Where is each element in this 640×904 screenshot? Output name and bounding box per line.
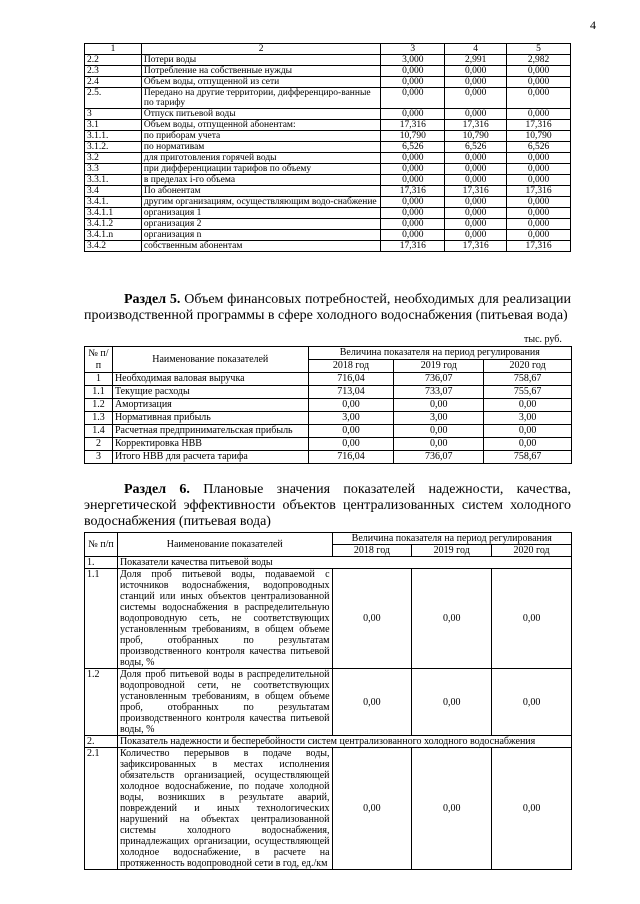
cell-value: 3,00 bbox=[484, 412, 572, 425]
cell-value: 2,982 bbox=[507, 55, 571, 66]
cell-value: 0,000 bbox=[507, 219, 571, 230]
cell-value: 0,00 bbox=[394, 438, 484, 451]
page-number: 4 bbox=[590, 18, 596, 32]
row-num: 1.3 bbox=[85, 412, 113, 425]
row-num: 3.2 bbox=[85, 153, 142, 164]
cell-value: 0,000 bbox=[445, 164, 507, 175]
row-name: собственным абонентам bbox=[141, 241, 380, 252]
table-row bbox=[85, 669, 572, 736]
row-name: Передано на другие территории, дифференциро-ванные по тарифу bbox=[141, 88, 380, 109]
cell-value: 0,000 bbox=[381, 230, 445, 241]
cell-value: 17,316 bbox=[445, 186, 507, 197]
cell-value: 0,000 bbox=[445, 88, 507, 109]
row-name: Объем воды, отпущенной абонентам: bbox=[141, 120, 380, 131]
cell-value: 0,000 bbox=[507, 197, 571, 208]
cell-value: 6,526 bbox=[381, 142, 445, 153]
cell-value: 0,000 bbox=[507, 77, 571, 88]
cell-value: 0,000 bbox=[381, 164, 445, 175]
row-num: 3.4 bbox=[85, 186, 142, 197]
row-name: Объем воды, отпущенной из сети bbox=[141, 77, 380, 88]
cell-value: 0,000 bbox=[445, 77, 507, 88]
cell-value: 0,000 bbox=[381, 109, 445, 120]
table-row bbox=[85, 386, 572, 399]
cell-value: 716,04 bbox=[308, 373, 394, 386]
group-row bbox=[85, 736, 572, 748]
row-name: Потребление на собственные нужды bbox=[141, 66, 380, 77]
row-num: 2.2 bbox=[85, 55, 142, 66]
table-row bbox=[85, 451, 572, 464]
row-name: для приготовления горячей воды bbox=[141, 153, 380, 164]
table-row bbox=[85, 208, 571, 219]
cell-value: 0,00 bbox=[332, 748, 412, 870]
cell-value: 0,00 bbox=[308, 425, 394, 438]
row-num: 3.1 bbox=[85, 120, 142, 131]
row-name: Потери воды bbox=[141, 55, 380, 66]
section-5-text: Объем финансовых потребностей, необходимых для реализации производственной программы в сфере холодного водоснабжения (питьевая вода) bbox=[84, 292, 572, 323]
row-num: 3 bbox=[85, 451, 113, 464]
cell-value: 0,00 bbox=[412, 669, 492, 736]
year-header: 2019 год bbox=[394, 360, 484, 373]
table-row bbox=[85, 186, 571, 197]
row-num: 1.2 bbox=[85, 669, 118, 736]
cell-value: 0,000 bbox=[507, 175, 571, 186]
cell-value: 10,790 bbox=[445, 131, 507, 142]
row-num: 2.5. bbox=[85, 88, 142, 109]
cell-value: 17,316 bbox=[445, 241, 507, 252]
cell-value: 0,000 bbox=[445, 230, 507, 241]
row-name: Расчетная предпринимательская прибыль bbox=[112, 425, 308, 438]
group-row bbox=[85, 557, 572, 569]
cell-value: 17,316 bbox=[381, 186, 445, 197]
reliability-quality-table bbox=[84, 532, 572, 870]
table-row bbox=[85, 241, 571, 252]
year-header: 2018 год bbox=[332, 545, 412, 557]
year-header: 2018 год bbox=[308, 360, 394, 373]
group-title: Показатели качества питьевой воды bbox=[117, 557, 571, 569]
table-row bbox=[85, 131, 571, 142]
cell-value: 736,07 bbox=[394, 373, 484, 386]
cell-value: 758,67 bbox=[484, 451, 572, 464]
table-row bbox=[85, 399, 572, 412]
cell-value: 0,00 bbox=[492, 748, 572, 870]
column-header: 4 bbox=[445, 44, 507, 55]
cell-value: 0,00 bbox=[412, 748, 492, 870]
group-num: 1. bbox=[85, 557, 118, 569]
header-num: № п/п bbox=[85, 347, 113, 373]
table-row bbox=[85, 120, 571, 131]
cell-value: 0,000 bbox=[507, 66, 571, 77]
cell-value: 0,00 bbox=[484, 399, 572, 412]
row-num: 3.4.1.n bbox=[85, 230, 142, 241]
row-num: 1.1 bbox=[85, 569, 118, 669]
cell-value: 17,316 bbox=[381, 241, 445, 252]
row-num: 1.2 bbox=[85, 399, 113, 412]
cell-value: 0,00 bbox=[484, 425, 572, 438]
cell-value: 0,000 bbox=[445, 175, 507, 186]
cell-value: 0,00 bbox=[332, 669, 412, 736]
cell-value: 0,000 bbox=[445, 208, 507, 219]
table-header-row bbox=[85, 44, 571, 55]
cell-value: 17,316 bbox=[507, 241, 571, 252]
table-row bbox=[85, 438, 572, 451]
cell-value: 6,526 bbox=[445, 142, 507, 153]
cell-value: 0,000 bbox=[507, 88, 571, 109]
table-row bbox=[85, 109, 571, 120]
table-row bbox=[85, 55, 571, 66]
unit-label: тыс. руб. bbox=[524, 334, 562, 345]
column-header: 1 bbox=[85, 44, 142, 55]
cell-value: 713,04 bbox=[308, 386, 394, 399]
cell-value: 3,00 bbox=[308, 412, 394, 425]
row-name: Текущие расходы bbox=[112, 386, 308, 399]
group-num: 2. bbox=[85, 736, 118, 748]
row-name: Необходимая валовая выручка bbox=[112, 373, 308, 386]
table-row bbox=[85, 197, 571, 208]
row-num: 3.4.1.1 bbox=[85, 208, 142, 219]
column-header: 2 bbox=[141, 44, 380, 55]
cell-value: 758,67 bbox=[484, 373, 572, 386]
table-row bbox=[85, 164, 571, 175]
table-row bbox=[85, 142, 571, 153]
cell-value: 0,000 bbox=[507, 164, 571, 175]
cell-value: 6,526 bbox=[507, 142, 571, 153]
row-text: Доля проб питьевой воды, подаваемой с источников водоснабжения, водопроводных станций или иных объектов централизованной системы водоснабжения в распределительную водопроводную сеть, не соответствующих установленным требованиям, в общем объеме проб, отобранных по результатам производственного контроля качества питьевой воды, % bbox=[117, 569, 332, 669]
row-name: в пределах i-го объема bbox=[141, 175, 380, 186]
cell-value: 0,000 bbox=[507, 109, 571, 120]
cell-value: 0,000 bbox=[445, 219, 507, 230]
row-num: 2 bbox=[85, 438, 113, 451]
row-name: при дифференциации тарифов по объему bbox=[141, 164, 380, 175]
row-num: 3.4.2 bbox=[85, 241, 142, 252]
cell-value: 755,67 bbox=[484, 386, 572, 399]
table-row bbox=[85, 88, 571, 109]
section-5-title: Раздел 5. bbox=[124, 292, 181, 307]
header-period: Величина показателя на период регулирования bbox=[332, 533, 571, 545]
table-row bbox=[85, 425, 572, 438]
cell-value: 0,00 bbox=[394, 399, 484, 412]
cell-value: 17,316 bbox=[445, 120, 507, 131]
section-6-text: Плановые значения показателей надежности, качества, энергетической эффективности объектов централизованных систем холодного водоснабжения (питьевая вода) bbox=[84, 482, 572, 529]
cell-value: 0,000 bbox=[507, 230, 571, 241]
cell-value: 0,00 bbox=[394, 425, 484, 438]
table-row bbox=[85, 569, 572, 669]
table-row bbox=[85, 175, 571, 186]
table-row bbox=[85, 412, 572, 425]
year-header: 2020 год bbox=[484, 360, 572, 373]
table-row bbox=[85, 373, 572, 386]
cell-value: 0,000 bbox=[381, 88, 445, 109]
cell-value: 17,316 bbox=[507, 186, 571, 197]
row-num: 3.4.1.2 bbox=[85, 219, 142, 230]
cell-value: 0,000 bbox=[507, 208, 571, 219]
cell-value: 0,000 bbox=[445, 109, 507, 120]
table-row bbox=[85, 77, 571, 88]
cell-value: 0,000 bbox=[381, 208, 445, 219]
row-num: 3 bbox=[85, 109, 142, 120]
table-row bbox=[85, 230, 571, 241]
table-body bbox=[85, 373, 572, 464]
water-balance-table bbox=[84, 43, 571, 252]
cell-value: 17,316 bbox=[507, 120, 571, 131]
cell-value: 0,000 bbox=[381, 153, 445, 164]
table-body bbox=[85, 55, 571, 252]
header-period: Величина показателя на период регулирования bbox=[308, 347, 571, 360]
cell-value: 0,000 bbox=[381, 175, 445, 186]
table-row bbox=[85, 219, 571, 230]
row-num: 1 bbox=[85, 373, 113, 386]
row-name: организация 2 bbox=[141, 219, 380, 230]
cell-value: 733,07 bbox=[394, 386, 484, 399]
table-row bbox=[85, 748, 572, 870]
cell-value: 0,000 bbox=[445, 153, 507, 164]
cell-value: 0,000 bbox=[381, 219, 445, 230]
row-num: 1.4 bbox=[85, 425, 113, 438]
cell-value: 17,316 bbox=[381, 120, 445, 131]
row-num: 3.4.1. bbox=[85, 197, 142, 208]
header-name: Наименование показателей bbox=[112, 347, 308, 373]
row-num: 1.1 bbox=[85, 386, 113, 399]
year-header: 2019 год bbox=[412, 545, 492, 557]
header-num: № п/п bbox=[85, 533, 118, 557]
cell-value: 0,000 bbox=[381, 77, 445, 88]
row-name: Итого НВВ для расчета тарифа bbox=[112, 451, 308, 464]
cell-value: 0,00 bbox=[492, 669, 572, 736]
cell-value: 736,07 bbox=[394, 451, 484, 464]
column-header: 5 bbox=[507, 44, 571, 55]
section-6-title: Раздел 6. bbox=[124, 482, 190, 497]
row-name: Корректировка НВВ bbox=[112, 438, 308, 451]
row-name: по нормативам bbox=[141, 142, 380, 153]
row-name: по приборам учета bbox=[141, 131, 380, 142]
row-num: 3.1.2. bbox=[85, 142, 142, 153]
financial-needs-table bbox=[84, 346, 572, 464]
table-row bbox=[85, 66, 571, 77]
row-num: 3.3 bbox=[85, 164, 142, 175]
row-num: 2.3 bbox=[85, 66, 142, 77]
table-row bbox=[85, 153, 571, 164]
cell-value: 10,790 bbox=[381, 131, 445, 142]
row-text: Количество перерывов в подаче воды, зафиксированных в местах исполнения обязательств организацией, осуществляющей холодное водоснабжение, по подаче холодной воды, возникших в результате аварий, повреждений и иных технологических нарушений на объектах централизованной системы холодного водоснабжения, принадлежащих организации, осуществляющей холодное водоснабжение, в расчете на протяженность водопроводной сети в год, ед./км bbox=[117, 748, 332, 870]
section-6-heading bbox=[84, 482, 571, 530]
row-name: организация 1 bbox=[141, 208, 380, 219]
group-title: Показатель надежности и бесперебойности систем централизованного холодного водоснабжения bbox=[117, 736, 571, 748]
row-num: 2.4 bbox=[85, 77, 142, 88]
cell-value: 0,00 bbox=[484, 438, 572, 451]
cell-value: 3,00 bbox=[394, 412, 484, 425]
row-num: 3.3.1. bbox=[85, 175, 142, 186]
cell-value: 716,04 bbox=[308, 451, 394, 464]
row-name: Отпуск питьевой воды bbox=[141, 109, 380, 120]
row-name: Нормативная прибыль bbox=[112, 412, 308, 425]
row-name: другим организациям, осуществляющим водо-снабжение bbox=[141, 197, 380, 208]
row-text: Доля проб питьевой воды в распределительной водопроводной сети, не соответствующих установленным требованиям, в общем объеме проб, отобранных по результатам производственного контроля качества питьевой воды, % bbox=[117, 669, 332, 736]
row-num: 3.1.1. bbox=[85, 131, 142, 142]
row-num: 2.1 bbox=[85, 748, 118, 870]
cell-value: 0,00 bbox=[412, 569, 492, 669]
cell-value: 0,00 bbox=[308, 399, 394, 412]
row-name: организация n bbox=[141, 230, 380, 241]
section-5-heading bbox=[84, 292, 571, 324]
cell-value: 0,000 bbox=[381, 197, 445, 208]
row-name: По абонентам bbox=[141, 186, 380, 197]
cell-value: 0,000 bbox=[445, 66, 507, 77]
cell-value: 0,00 bbox=[492, 569, 572, 669]
year-header: 2020 год bbox=[492, 545, 572, 557]
cell-value: 10,790 bbox=[507, 131, 571, 142]
cell-value: 0,000 bbox=[507, 153, 571, 164]
row-name: Амортизация bbox=[112, 399, 308, 412]
cell-value: 2,991 bbox=[445, 55, 507, 66]
cell-value: 0,00 bbox=[332, 569, 412, 669]
column-header: 3 bbox=[381, 44, 445, 55]
header-name: Наименование показателей bbox=[117, 533, 332, 557]
cell-value: 0,000 bbox=[445, 197, 507, 208]
cell-value: 0,000 bbox=[381, 66, 445, 77]
cell-value: 3,000 bbox=[381, 55, 445, 66]
cell-value: 0,00 bbox=[308, 438, 394, 451]
